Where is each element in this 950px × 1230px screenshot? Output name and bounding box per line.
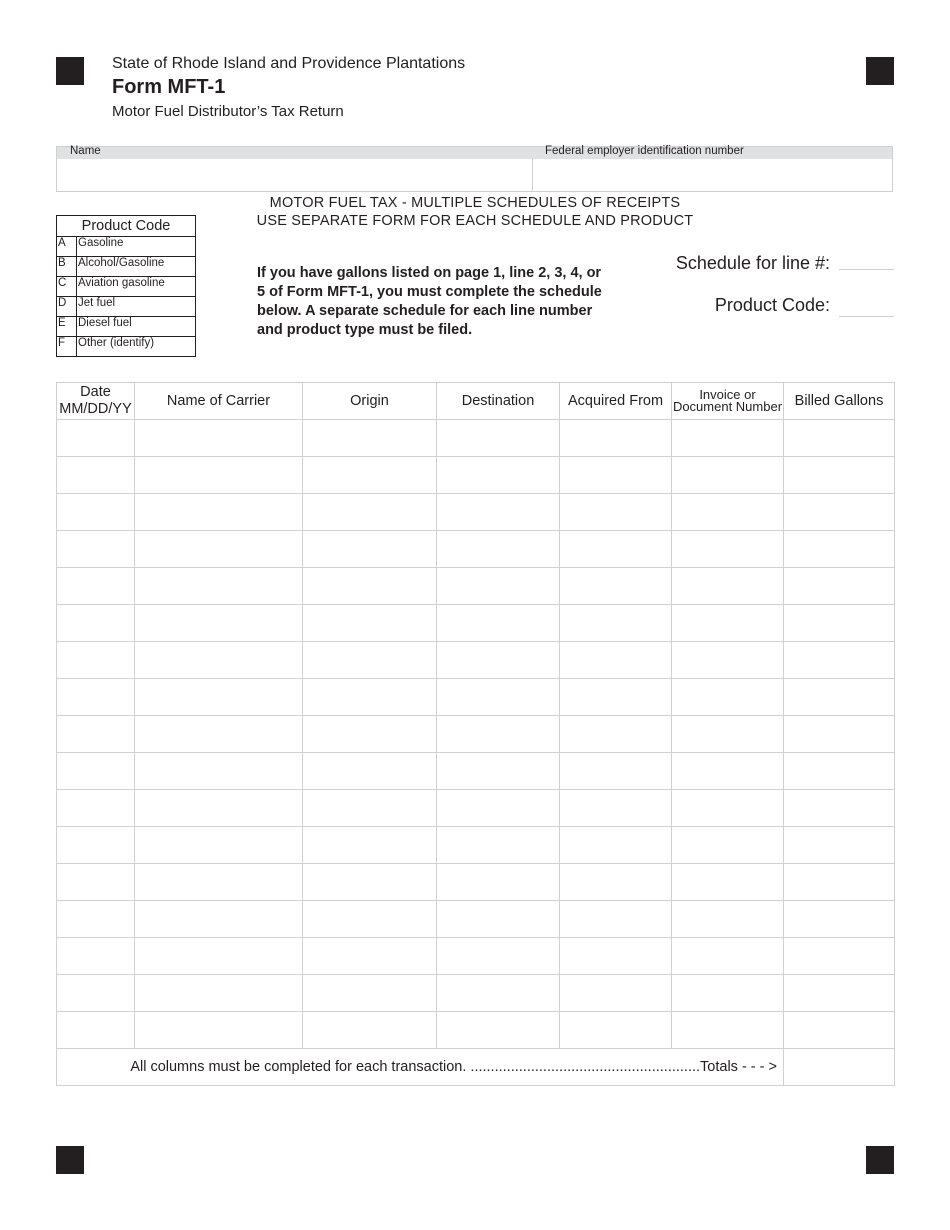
- date-cell[interactable]: [57, 457, 135, 494]
- billed-gallons-cell[interactable]: [784, 975, 895, 1012]
- schedule-line-label: Schedule for line #:: [675, 253, 830, 273]
- product-code-field[interactable]: [839, 297, 894, 317]
- registration-mark-top-left: [56, 57, 84, 85]
- carrier-cell[interactable]: [135, 568, 303, 605]
- table-row: [57, 531, 895, 568]
- billed-gallons-cell[interactable]: [784, 420, 895, 457]
- acquired-from-cell[interactable]: [560, 1012, 672, 1049]
- origin-cell[interactable]: [303, 790, 437, 827]
- table-row: [57, 642, 895, 679]
- table-row: [57, 494, 895, 531]
- form-title: Form MFT-1: [112, 76, 226, 98]
- billed-gallons-cell[interactable]: [784, 864, 895, 901]
- carrier-cell[interactable]: [135, 753, 303, 790]
- table-row: [57, 975, 895, 1012]
- destination-cell[interactable]: [437, 753, 560, 790]
- origin-cell[interactable]: [303, 494, 437, 531]
- acquired-from-cell[interactable]: [560, 975, 672, 1012]
- invoice-cell[interactable]: [672, 605, 784, 642]
- billed-gallons-cell[interactable]: [784, 679, 895, 716]
- date-cell[interactable]: [57, 531, 135, 568]
- column-header-invoice: Invoice or Document Number: [672, 383, 784, 420]
- registration-mark-top-right: [866, 57, 894, 85]
- date-cell[interactable]: [57, 790, 135, 827]
- invoice-cell[interactable]: [672, 864, 784, 901]
- table-row: [57, 420, 895, 457]
- invoice-cell[interactable]: [672, 531, 784, 568]
- acquired-from-cell[interactable]: [560, 938, 672, 975]
- totals-instruction: All columns must be completed for each transaction. .........................................................Totals - - - >: [57, 1049, 784, 1086]
- acquired-from-cell[interactable]: [560, 605, 672, 642]
- table-row: [57, 901, 895, 938]
- destination-cell[interactable]: [437, 790, 560, 827]
- table-row: [57, 716, 895, 753]
- product-code-title: Product Code: [57, 216, 196, 237]
- table-row: [57, 864, 895, 901]
- destination-cell[interactable]: [437, 494, 560, 531]
- invoice-cell[interactable]: [672, 938, 784, 975]
- destination-cell[interactable]: [437, 1012, 560, 1049]
- invoice-cell[interactable]: [672, 790, 784, 827]
- carrier-cell[interactable]: [135, 716, 303, 753]
- carrier-cell[interactable]: [135, 1012, 303, 1049]
- product-code-table: [56, 215, 196, 357]
- billed-gallons-cell[interactable]: [784, 716, 895, 753]
- billed-gallons-cell[interactable]: [784, 1012, 895, 1049]
- origin-cell[interactable]: [303, 938, 437, 975]
- acquired-from-cell[interactable]: [560, 753, 672, 790]
- date-cell[interactable]: [57, 420, 135, 457]
- product-code-row: A Gasoline: [57, 237, 196, 257]
- origin-cell[interactable]: [303, 975, 437, 1012]
- field-divider: [532, 159, 533, 191]
- totals-gallons-field[interactable]: [784, 1049, 895, 1086]
- destination-cell[interactable]: [437, 531, 560, 568]
- date-cell[interactable]: [57, 716, 135, 753]
- product-code-row: E Diesel fuel: [57, 317, 196, 337]
- billed-gallons-cell[interactable]: [784, 531, 895, 568]
- table-row: [57, 790, 895, 827]
- acquired-from-cell[interactable]: [560, 642, 672, 679]
- billed-gallons-cell[interactable]: [784, 642, 895, 679]
- table-row: [57, 568, 895, 605]
- date-cell[interactable]: [57, 642, 135, 679]
- date-cell[interactable]: [57, 827, 135, 864]
- fein-label: Federal employer identification number: [545, 145, 744, 157]
- invoice-cell[interactable]: [672, 568, 784, 605]
- acquired-from-cell[interactable]: [560, 679, 672, 716]
- invoice-cell[interactable]: [672, 457, 784, 494]
- acquired-from-cell[interactable]: [560, 494, 672, 531]
- acquired-from-cell[interactable]: [560, 716, 672, 753]
- origin-cell[interactable]: [303, 753, 437, 790]
- column-header-date: Date MM/DD/YY: [57, 383, 135, 420]
- destination-cell[interactable]: [437, 420, 560, 457]
- carrier-cell[interactable]: [135, 938, 303, 975]
- date-cell[interactable]: [57, 605, 135, 642]
- name-label: Name: [70, 145, 101, 157]
- table-row: [57, 753, 895, 790]
- invoice-cell[interactable]: [672, 827, 784, 864]
- billed-gallons-cell[interactable]: [784, 827, 895, 864]
- destination-cell[interactable]: [437, 975, 560, 1012]
- destination-cell[interactable]: [437, 605, 560, 642]
- state-name: State of Rhode Island and Providence Plantations: [112, 55, 466, 72]
- carrier-cell[interactable]: [135, 531, 303, 568]
- invoice-cell[interactable]: [672, 679, 784, 716]
- origin-cell[interactable]: [303, 568, 437, 605]
- origin-cell[interactable]: [303, 642, 437, 679]
- date-cell[interactable]: [57, 975, 135, 1012]
- schedule-line-field[interactable]: [839, 250, 894, 270]
- billed-gallons-cell[interactable]: [784, 494, 895, 531]
- taxpayer-info-box: [56, 146, 893, 192]
- origin-cell[interactable]: [303, 531, 437, 568]
- origin-cell[interactable]: [303, 864, 437, 901]
- billed-gallons-cell[interactable]: [784, 753, 895, 790]
- origin-cell[interactable]: [303, 420, 437, 457]
- origin-cell[interactable]: [303, 605, 437, 642]
- acquired-from-cell[interactable]: [560, 864, 672, 901]
- carrier-cell[interactable]: [135, 864, 303, 901]
- carrier-cell[interactable]: [135, 827, 303, 864]
- carrier-cell[interactable]: [135, 642, 303, 679]
- date-cell[interactable]: [57, 494, 135, 531]
- carrier-cell[interactable]: [135, 494, 303, 531]
- billed-gallons-cell[interactable]: [784, 605, 895, 642]
- acquired-from-cell[interactable]: [560, 827, 672, 864]
- carrier-cell[interactable]: [135, 790, 303, 827]
- registration-mark-bottom-right: [866, 1146, 894, 1174]
- product-code-row: C Aviation gasoline: [57, 277, 196, 297]
- product-code-row: D Jet fuel: [57, 297, 196, 317]
- destination-cell[interactable]: [437, 938, 560, 975]
- table-row: [57, 827, 895, 864]
- destination-cell[interactable]: [437, 679, 560, 716]
- column-header-origin: Origin: [303, 383, 437, 420]
- date-cell[interactable]: [57, 864, 135, 901]
- carrier-cell[interactable]: [135, 457, 303, 494]
- form-subtitle: Motor Fuel Distributor’s Tax Return: [112, 103, 344, 120]
- invoice-cell[interactable]: [672, 420, 784, 457]
- table-row: [57, 938, 895, 975]
- carrier-cell[interactable]: [135, 975, 303, 1012]
- acquired-from-cell[interactable]: [560, 457, 672, 494]
- billed-gallons-cell[interactable]: [784, 901, 895, 938]
- product-code-row: B Alcohol/Gasoline: [57, 257, 196, 277]
- date-cell[interactable]: [57, 938, 135, 975]
- acquired-from-cell[interactable]: [560, 568, 672, 605]
- instructions-text: If you have gallons listed on page 1, line 2, 3, 4, or 5 of Form MFT-1, you must complete the schedule below. A separate schedule for each line number and product type must be filed.: [257, 265, 602, 338]
- invoice-cell[interactable]: [672, 901, 784, 938]
- name-field[interactable]: [61, 161, 527, 189]
- date-cell[interactable]: [57, 1012, 135, 1049]
- column-header-carrier: Name of Carrier: [135, 383, 303, 420]
- carrier-cell[interactable]: [135, 605, 303, 642]
- acquired-from-cell[interactable]: [560, 901, 672, 938]
- destination-cell[interactable]: [437, 827, 560, 864]
- column-header-destination: Destination: [437, 383, 560, 420]
- column-header-acquired-from: Acquired From: [560, 383, 672, 420]
- invoice-cell[interactable]: [672, 753, 784, 790]
- invoice-cell[interactable]: [672, 1012, 784, 1049]
- origin-cell[interactable]: [303, 679, 437, 716]
- origin-cell[interactable]: [303, 901, 437, 938]
- acquired-from-cell[interactable]: [560, 420, 672, 457]
- receipts-table: [56, 382, 895, 1086]
- destination-cell[interactable]: [437, 642, 560, 679]
- heading-line-1: MOTOR FUEL TAX - MULTIPLE SCHEDULES OF RECEIPTS: [269, 195, 681, 211]
- destination-cell[interactable]: [437, 457, 560, 494]
- table-header-row: [57, 383, 895, 420]
- totals-row: [57, 1049, 895, 1086]
- date-cell[interactable]: [57, 679, 135, 716]
- destination-cell[interactable]: [437, 901, 560, 938]
- origin-cell[interactable]: [303, 457, 437, 494]
- heading-line-2: USE SEPARATE FORM FOR EACH SCHEDULE AND PRODUCT: [256, 213, 694, 229]
- registration-mark-bottom-left: [56, 1146, 84, 1174]
- date-cell[interactable]: [57, 568, 135, 605]
- product-code-row: F Other (identify): [57, 337, 196, 357]
- origin-cell[interactable]: [303, 827, 437, 864]
- origin-cell[interactable]: [303, 716, 437, 753]
- billed-gallons-cell[interactable]: [784, 938, 895, 975]
- table-row: [57, 605, 895, 642]
- invoice-cell[interactable]: [672, 642, 784, 679]
- destination-cell[interactable]: [437, 716, 560, 753]
- table-row: [57, 1012, 895, 1049]
- invoice-cell[interactable]: [672, 494, 784, 531]
- invoice-cell[interactable]: [672, 975, 784, 1012]
- acquired-from-cell[interactable]: [560, 790, 672, 827]
- carrier-cell[interactable]: [135, 901, 303, 938]
- date-cell[interactable]: [57, 901, 135, 938]
- date-cell[interactable]: [57, 753, 135, 790]
- billed-gallons-cell[interactable]: [784, 457, 895, 494]
- acquired-from-cell[interactable]: [560, 531, 672, 568]
- billed-gallons-cell[interactable]: [784, 790, 895, 827]
- destination-cell[interactable]: [437, 864, 560, 901]
- destination-cell[interactable]: [437, 568, 560, 605]
- fein-field[interactable]: [537, 161, 889, 189]
- invoice-cell[interactable]: [672, 716, 784, 753]
- table-row: [57, 457, 895, 494]
- product-code-label: Product Code:: [714, 295, 830, 315]
- column-header-billed-gallons: Billed Gallons: [784, 383, 895, 420]
- carrier-cell[interactable]: [135, 420, 303, 457]
- origin-cell[interactable]: [303, 1012, 437, 1049]
- table-row: [57, 679, 895, 716]
- carrier-cell[interactable]: [135, 679, 303, 716]
- billed-gallons-cell[interactable]: [784, 568, 895, 605]
- table-body: [57, 420, 895, 1049]
